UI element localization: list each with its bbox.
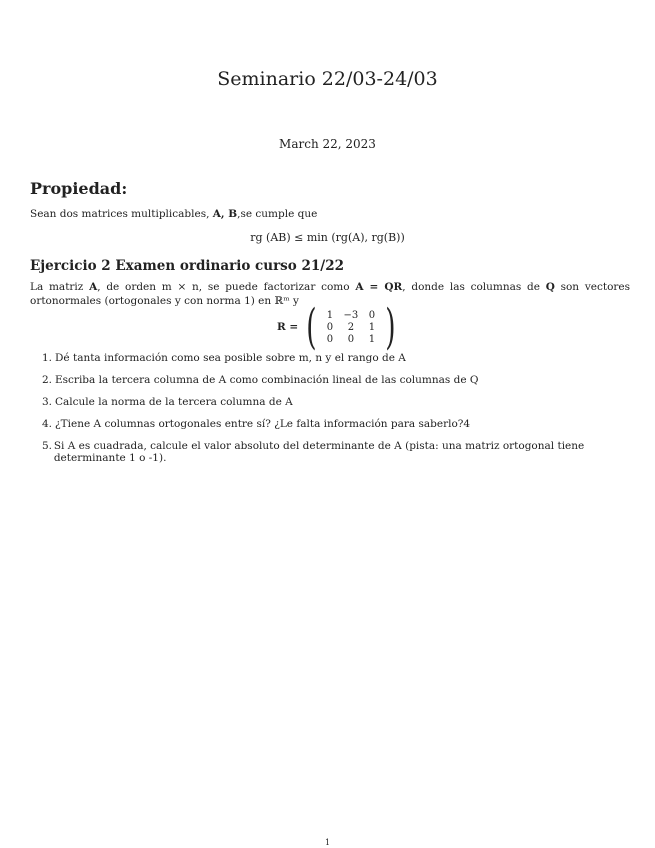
- item-number: 3.: [42, 396, 53, 408]
- matrix-cell: 0: [326, 321, 334, 333]
- item-number: 2.: [42, 374, 53, 386]
- exercise-intro: [30, 280, 630, 308]
- property-text-vars: A, B: [212, 208, 238, 220]
- matrix-label: R =: [277, 321, 299, 333]
- page-number: 1: [324, 838, 331, 847]
- item-text: Calcule la norma de la tercera columna de A: [55, 396, 293, 408]
- matrix-r: [277, 299, 400, 355]
- intro-matrix-a: A: [89, 281, 98, 293]
- document-date: March 22, 2023: [279, 137, 376, 151]
- item-text: Si A es cuadrada, calcule el valor absoluto del determinante de A (pista: una matriz ortogonal tiene determinante 1 o -1).: [53, 440, 585, 464]
- matrix-cell: 1: [368, 333, 376, 345]
- property-heading: Propiedad:: [30, 179, 128, 198]
- intro-part-4: son vectores ortonormales (ortogonales y con norma 1) en ℝᵐ y: [30, 281, 631, 307]
- item-text: ¿Tiene A columnas ortogonales entre sí? ¿Le falta información para saberlo?4: [55, 418, 471, 430]
- item-number: 4.: [42, 418, 53, 430]
- matrix-grid: [321, 310, 381, 345]
- intro-part-1: La matriz: [30, 281, 90, 293]
- item-number: 1.: [42, 352, 53, 364]
- document-title: Seminario 22/03-24/03: [217, 68, 438, 90]
- list-item: [42, 396, 642, 418]
- exercise-heading: Ejercicio 2 Examen ordinario curso 21/22: [30, 258, 344, 274]
- intro-qr-equation: A = QR: [355, 281, 403, 293]
- property-text-prefix: Sean dos matrices multiplicables,: [30, 208, 213, 220]
- item-number: 5.: [42, 440, 53, 452]
- matrix-cell: 1: [326, 309, 334, 321]
- left-paren: (: [306, 299, 317, 355]
- matrix-cell: 0: [326, 333, 334, 345]
- right-paren: ): [385, 299, 396, 355]
- rank-inequality-equation: rg (AB) ≤ min (rg(A), rg(B)): [250, 231, 405, 244]
- matrix-cell: −3: [343, 309, 359, 321]
- item-text: Escriba la tercera columna de A como combinación lineal de las columnas de Q: [55, 374, 479, 386]
- item-text: Dé tanta información como sea posible sobre m, n y el rango de A: [55, 352, 406, 364]
- matrix-cell: 0: [368, 309, 376, 321]
- property-text: [30, 208, 317, 220]
- exercise-items: [42, 352, 642, 462]
- matrix-cell: 1: [368, 321, 376, 333]
- intro-part-3: , donde las columnas de: [402, 281, 546, 293]
- property-text-suffix: ,se cumple que: [237, 208, 318, 220]
- list-item: [42, 352, 642, 374]
- list-item: [42, 440, 642, 462]
- intro-part-2: , de orden m × n, se puede factorizar como: [97, 281, 356, 293]
- matrix-cell: 2: [347, 321, 355, 333]
- matrix-cell: 0: [347, 333, 355, 345]
- list-item: [42, 418, 642, 440]
- intro-matrix-q: Q: [545, 281, 555, 293]
- list-item: [42, 374, 642, 396]
